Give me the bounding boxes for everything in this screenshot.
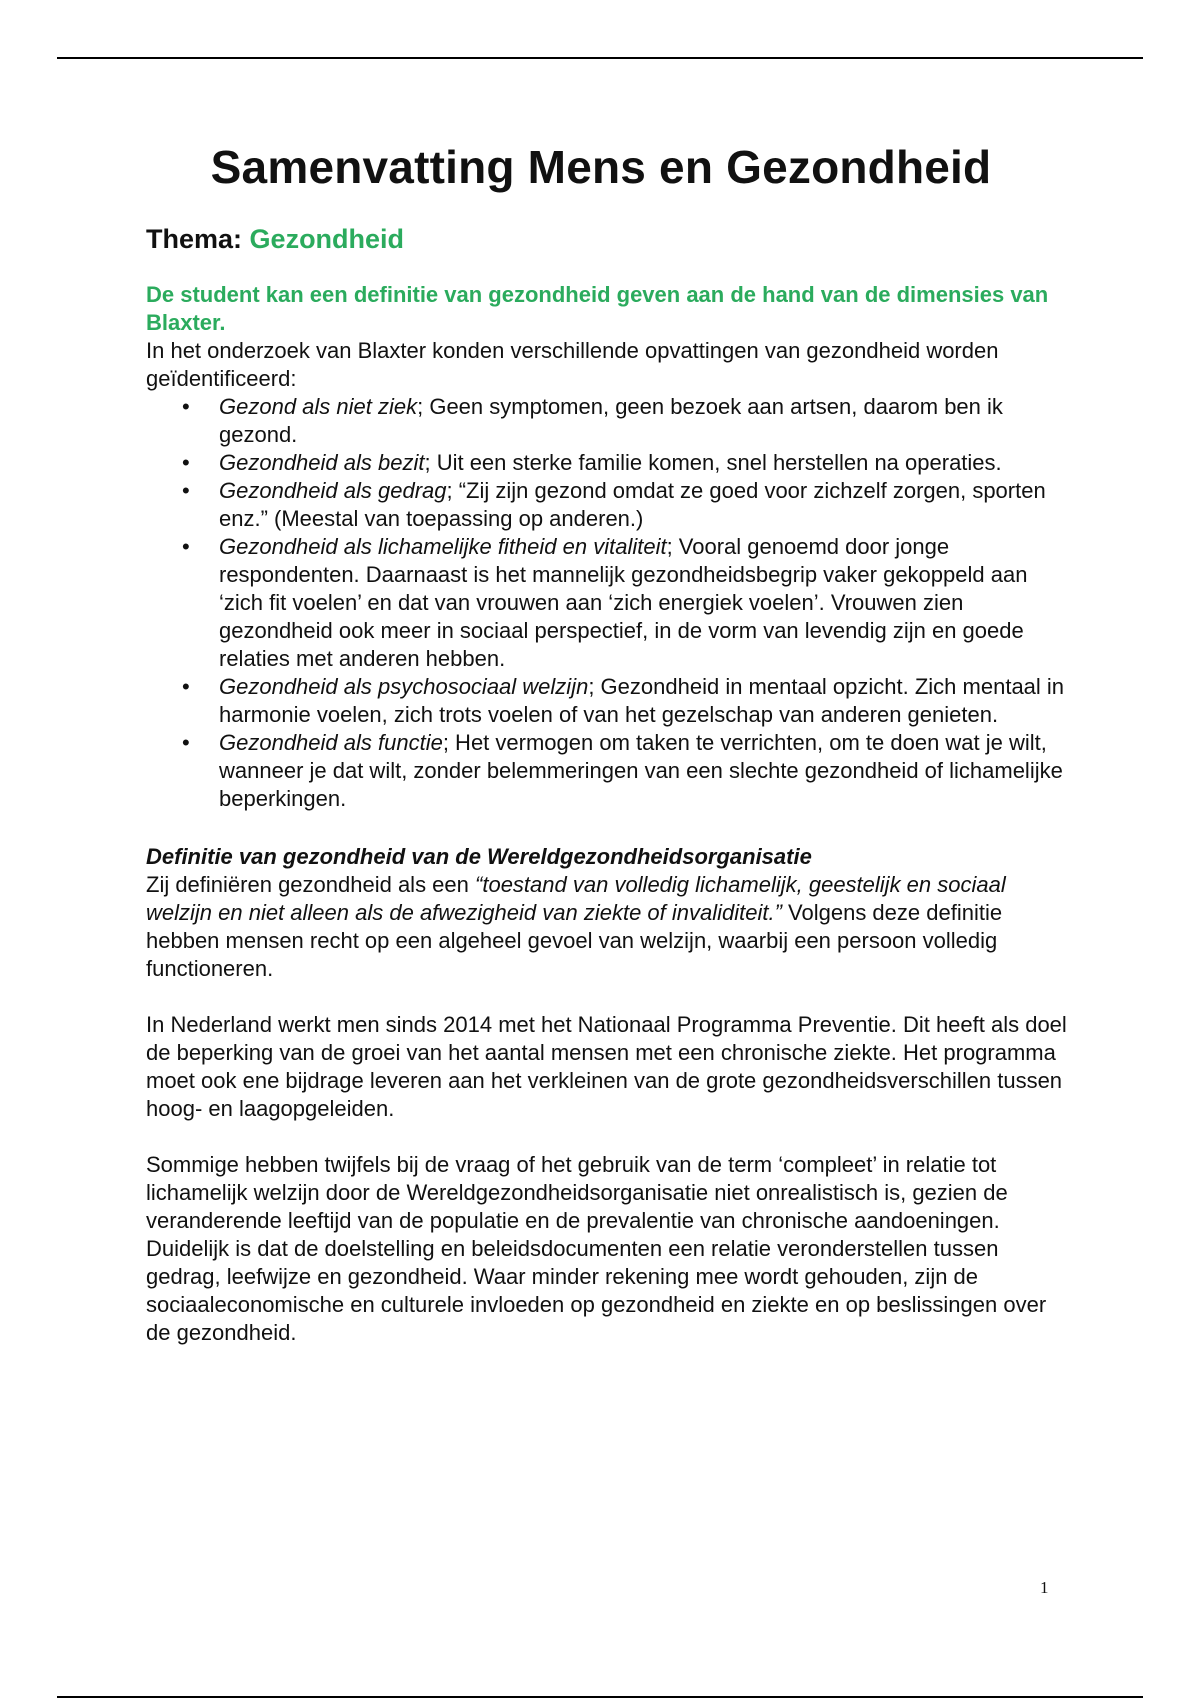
page-content xyxy=(146,140,1076,1347)
bullet-icon: • xyxy=(182,478,190,503)
list-item xyxy=(146,393,1076,449)
list-item-term: Gezondheid als lichamelijke fitheid en vitaliteit xyxy=(219,534,667,559)
paragraph-spacer xyxy=(146,1123,1076,1151)
list-item xyxy=(146,673,1076,729)
blaxter-dimensions-list xyxy=(146,393,1076,813)
list-item-text: ; “Zij zijn gezond omdat ze goed voor zichzelf zorgen, sporten enz.” (Meestal van toepassing op anderen.) xyxy=(219,478,1046,531)
bullet-icon: • xyxy=(182,450,190,475)
list-item-term: Gezondheid als gedrag xyxy=(219,478,447,503)
bullet-icon: • xyxy=(182,394,190,419)
paragraph-spacer xyxy=(146,983,1076,1011)
document-title: Samenvatting Mens en Gezondheid xyxy=(210,141,992,193)
list-item xyxy=(146,477,1076,533)
list-item xyxy=(146,533,1076,673)
who-paragraph-tail: Volgens deze definitie hebben mensen recht op een algeheel gevoel van welzijn, waarbij een persoon volledig functioneren. xyxy=(146,900,1003,981)
list-item-text: ; Het vermogen om taken te verrichten, om te doen wat je wilt, wanneer je dat wilt, zonder belemmeringen van een slechte gezondheid of lichamelijke beperkingen. xyxy=(219,730,1063,811)
learning-goal: De student kan een definitie van gezondheid geven aan de hand van de dimensies van Blaxter. xyxy=(146,282,1049,335)
list-item-text: ; Vooral genoemd door jonge respondenten. Daarnaast is het mannelijk gezondheidsbegrip vaker gekoppeld aan ‘zich fit voelen’ en dat van vrouwen aan ‘zich energiek voelen’. Vrouwen zien gezondheid ook meer in sociaal perspectief, in de vorm van levendig zijn en goede relaties met anderen hebben. xyxy=(219,534,1028,671)
list-item-term: Gezond als niet ziek xyxy=(219,394,418,419)
who-definition-quote: “toestand van volledig lichamelijk, geestelijk en sociaal welzijn en niet alleen als de afwezigheid van ziekte of invaliditeit.” xyxy=(146,872,1006,925)
list-item xyxy=(146,729,1076,813)
footer-rule xyxy=(57,1696,1143,1698)
discussion-paragraph: Sommige hebben twijfels bij de vraag of het gebruik van de term ‘compleet’ in relatie tot lichamelijk welzijn door de Wereldgezondheidsorganisatie niet onrealistisch is, gezien de veranderende leeftijd van de populatie en de prevalentie van chronische aandoeningen. Duidelijk is dat de doelstelling en beleidsdocumenten een relatie veronderstellen tussen gedrag, leefwijze en gezondheid. Waar minder rekening mee wordt gehouden, zijn de sociaaleconomische en culturele invloeden op gezondheid en ziekte en op beslissingen over de gezondheid. xyxy=(146,1152,1047,1345)
intro-paragraph: In het onderzoek van Blaxter konden verschillende opvattingen van gezondheid worden geïdentificeerd: xyxy=(146,338,999,391)
list-item-text: ; Geen symptomen, geen bezoek aan artsen, daarom ben ik gezond. xyxy=(219,394,1003,447)
thema-heading xyxy=(146,224,1076,255)
who-heading: Definitie van gezondheid van de Wereldgezondheidsorganisatie xyxy=(146,844,812,869)
who-paragraph-lead: Zij definiëren gezondheid als een xyxy=(146,872,476,897)
thema-label: Thema: xyxy=(146,224,243,254)
page-number: 1 xyxy=(1040,1578,1049,1597)
list-item-text: ; Gezondheid in mentaal opzicht. Zich mentaal in harmonie voelen, zich trots voelen of van het gezelschap van anderen genieten. xyxy=(219,674,1065,727)
bullet-icon: • xyxy=(182,534,190,559)
list-item-term: Gezondheid als bezit xyxy=(219,450,425,475)
bullet-icon: • xyxy=(182,730,190,755)
list-item xyxy=(146,449,1076,477)
prevention-paragraph: In Nederland werkt men sinds 2014 met het Nationaal Programma Preventie. Dit heeft als doel de beperking van de groei van het aantal mensen met een chronische ziekte. Het programma moet ook ene bijdrage leveren aan het verkleinen van de grote gezondheidsverschillen tussen hoog- en laagopgeleiden. xyxy=(146,1012,1067,1121)
thema-value: Gezondheid xyxy=(249,224,405,254)
bullet-icon: • xyxy=(182,674,190,699)
list-item-term: Gezondheid als functie xyxy=(219,730,443,755)
header-rule xyxy=(57,57,1143,59)
list-item-term: Gezondheid als psychosociaal welzijn xyxy=(219,674,589,699)
list-item-text: ; Uit een sterke familie komen, snel herstellen na operaties. xyxy=(424,450,1002,475)
who-paragraph xyxy=(146,871,1076,983)
